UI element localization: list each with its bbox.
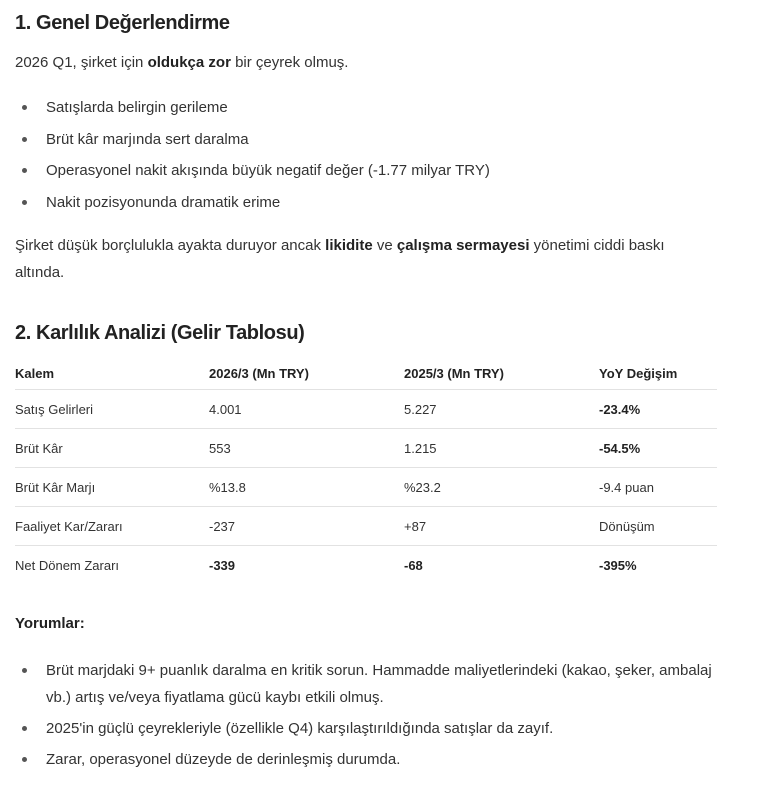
table-cell xyxy=(404,546,599,585)
income-statement-table xyxy=(15,357,717,584)
table-cell: Dönüşüm xyxy=(599,507,717,546)
list-item: Brüt marjdaki 9+ puanlık daralma en kritik sorun. Hammadde maliyetlerindeki (kakao, şeker, ambalaj vb.) artış ve/veya fiyatlama gücü kaybı etkili olmuş. xyxy=(15,657,715,711)
table-cell xyxy=(209,546,404,585)
list-item: Zarar, operasyonel düzeyde de derinleşmiş durumda. xyxy=(15,746,715,773)
table-row xyxy=(15,390,717,429)
table-cell: 1.215 xyxy=(404,429,599,468)
table-cell: 5.227 xyxy=(404,390,599,429)
table-cell xyxy=(599,429,717,468)
table-cell xyxy=(599,390,717,429)
table-cell-emphasis: -395% xyxy=(599,557,637,573)
table-row xyxy=(15,468,717,507)
section-1-intro xyxy=(15,49,348,76)
intro-text: 2026 Q1, şirket için xyxy=(15,54,148,71)
table-cell: +87 xyxy=(404,507,599,546)
table-cell: Brüt Kâr xyxy=(15,429,209,468)
summary-emphasis-working-capital: çalışma sermayesi xyxy=(396,237,530,254)
table-cell: -237 xyxy=(209,507,404,546)
table-cell: Faaliyet Kar/Zararı xyxy=(15,507,209,546)
section-1-heading: 1. Genel Değerlendirme xyxy=(15,12,230,34)
section-1-summary xyxy=(15,232,715,286)
table-cell: Brüt Kâr Marjı xyxy=(15,468,209,507)
table-cell: 553 xyxy=(209,429,404,468)
summary-text: yönetimi ciddi baskı altında. xyxy=(15,237,665,281)
table-cell-emphasis: -54.5% xyxy=(599,440,641,456)
comments-heading: Yorumlar: xyxy=(15,615,85,632)
list-item: Nakit pozisyonunda dramatik erime xyxy=(15,189,490,221)
table-cell xyxy=(599,546,717,585)
intro-emphasis: oldukça zor xyxy=(147,54,231,71)
table-header-row xyxy=(15,357,717,390)
list-item: Satışlarda belirgin gerileme xyxy=(15,94,490,126)
intro-text-end: bir çeyrek olmuş. xyxy=(230,54,349,71)
list-item: Operasyonel nakit akışında büyük negatif değer (-1.77 milyar TRY) xyxy=(15,157,490,189)
column-header-yoy: YoY Değişim xyxy=(599,365,678,381)
list-item: Brüt kâr marjında sert daralma xyxy=(15,126,490,158)
table-cell: 4.001 xyxy=(209,390,404,429)
table-cell: Net Dönem Zararı xyxy=(15,546,209,585)
column-header-2025: 2025/3 (Mn TRY) xyxy=(404,365,504,381)
table-cell-emphasis: -23.4% xyxy=(599,401,641,417)
table-cell: %13.8 xyxy=(209,468,404,507)
table-row xyxy=(15,507,717,546)
table-cell: -9.4 puan xyxy=(599,468,717,507)
table-row xyxy=(15,429,717,468)
table-cell-emphasis: -339 xyxy=(209,557,236,573)
list-item: 2025'in güçlü çeyrekleriyle (özellikle Q4) karşılaştırıldığında satışlar da zayıf. xyxy=(15,715,715,742)
section-1-bullet-list xyxy=(15,94,490,220)
table-cell-emphasis: -68 xyxy=(404,557,423,573)
comments-bullet-list xyxy=(15,657,715,777)
summary-emphasis-liquidity: likidite xyxy=(325,237,373,254)
column-header-2026: 2026/3 (Mn TRY) xyxy=(209,365,309,381)
table-cell: Satış Gelirleri xyxy=(15,390,209,429)
table-cell: %23.2 xyxy=(404,468,599,507)
table-row xyxy=(15,546,717,585)
summary-text: ve xyxy=(372,237,397,254)
column-header-item: Kalem xyxy=(15,365,55,381)
summary-text: Şirket düşük borçlulukla ayakta duruyor ancak xyxy=(15,237,326,254)
section-2-heading: 2. Karlılık Analizi (Gelir Tablosu) xyxy=(15,322,305,344)
